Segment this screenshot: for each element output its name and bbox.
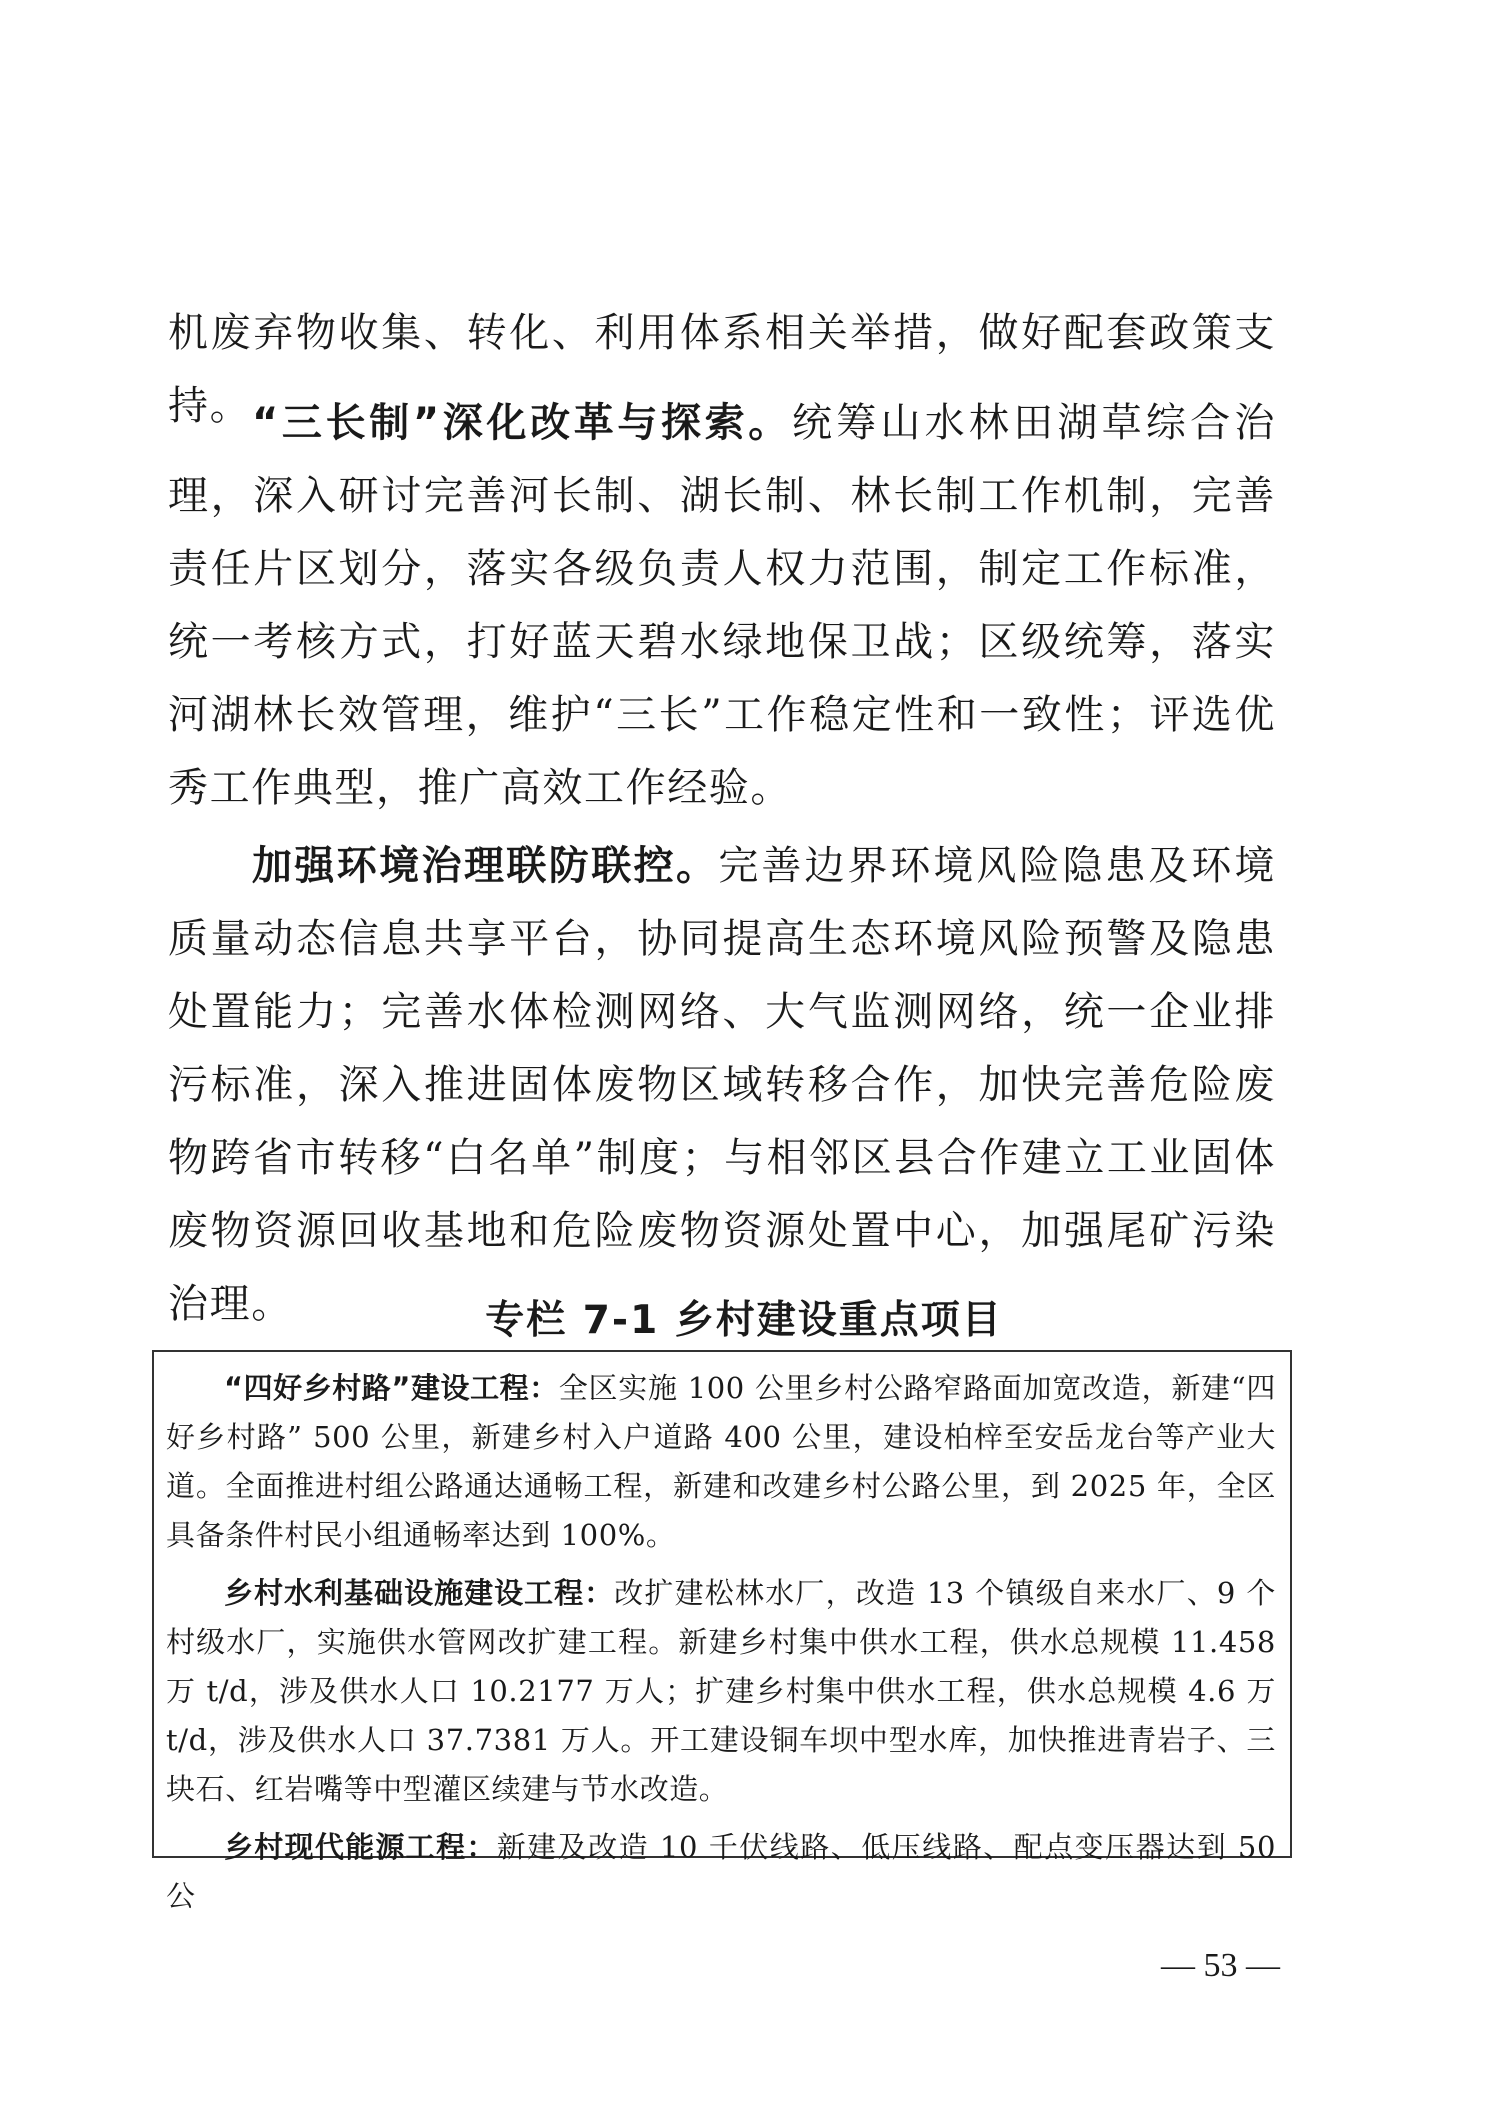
page-number: — 53 — <box>1161 1947 1280 1984</box>
paragraph-text: 完善边界环境风险隐患及环境质量动态信息共享平台，协同提高生态环境风险预警及隐患处置能力；完善水体检测网络、大气监测网络，统一企业排污标准，深入推进固体废物区域转移合作，加快完善危险废物跨省市转移“白名单”制度；与相邻区县合作建立工业固体废物资源回收基地和危险废物资源处置中心，加强尾矿污染治理。 <box>168 843 1276 1327</box>
box-item-water-infrastructure <box>154 1569 1290 1814</box>
paragraph-text: 统筹山水林田湖草综合治理，深入研讨完善河长制、湖长制、林长制工作机制，完善责任片区划分，落实各级负责人权力范围，制定工作标准，统一考核方式，打好蓝天碧水绿地保卫战；区级统筹，落实河湖林长效管理，维护“三长”工作稳定性和一致性；评选优秀工作典型，推广高效工作经验。 <box>168 400 1276 811</box>
box-item-text: 全区实施 100 公里乡村公路窄路面加宽改造，新建“四好乡村路” 500 公里，新建乡村入户道路 400 公里，建设柏梓至安岳龙台等产业大道。全面推进村组公路通达通畅工程，新建和改建乡村公路公里，到 2025 年，全区具备条件村民小组通畅率达到 100%。 <box>166 1371 1276 1552</box>
box-item-heading: “四好乡村路”建设工程： <box>224 1371 559 1405</box>
box-item-text: 改扩建松林水厂，改造 13 个镇级自来水厂、9 个村级水厂，实施供水管网改扩建工程。新建乡村集中供水工程，供水总规模 11.458 万 t/d，涉及供水人口 10.2177 万人；扩建乡村集中供水工程，供水总规模 4.6 万 t/d，涉及供水人口 37.7381 万人。开工建设铜车坝中型水库，加快推进青岩子、三块石、红岩嘴等中型灌区续建与节水改造。 <box>166 1576 1276 1806</box>
box-item-modern-energy <box>154 1823 1290 1921</box>
paragraph-heading: 加强环境治理联防联控。 <box>252 843 719 889</box>
column-box-title: 专栏 7-1 乡村建设重点项目 <box>485 1298 1003 1343</box>
box-item-heading: 乡村现代能源工程： <box>224 1830 497 1864</box>
box-item-rural-roads <box>154 1364 1290 1560</box>
body-paragraph-three-chief-system <box>168 387 1276 825</box>
paragraph-heading: “三长制”深化改革与探索。 <box>252 400 792 446</box>
body-paragraph-joint-prevention <box>168 830 1276 1341</box>
paragraph-text: 机废弃物收集、转化、利用体系相关举措，做好配套政策支持。 <box>168 310 1276 429</box>
column-box <box>152 1350 1292 1913</box>
box-item-text: 新建及改造 10 千伏线路、低压线路、配点变压器达到 50 公 <box>166 1830 1276 1913</box>
box-item-heading: 乡村水利基础设施建设工程： <box>224 1576 615 1610</box>
